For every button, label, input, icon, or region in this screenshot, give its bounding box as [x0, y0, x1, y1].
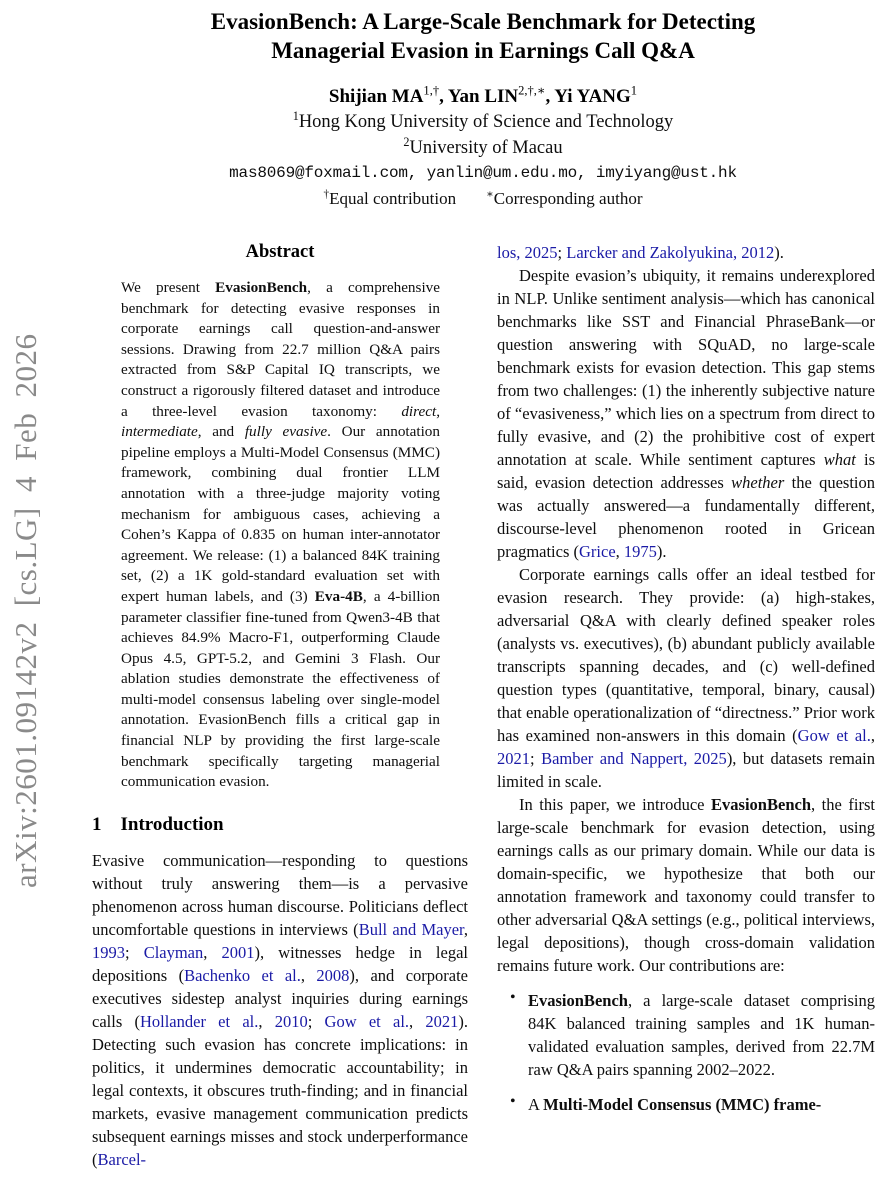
text-run: EvasionBench [528, 991, 628, 1010]
bullet-marker: • [510, 989, 516, 1006]
text-run: , [258, 1011, 275, 1031]
text-run: , and [197, 423, 245, 441]
contribution-bullet-1 [497, 989, 875, 1081]
text-run: , a 4-billion parameter classifier fine-tuned from Qwen3-4B that achieves 84.9% Macro-F1, outperforming Claude Opus 4.5, GPT-5.2, and Gemini 3 Flash. Our ablation studies demonstrate the effectiveness of multi-model consensus labeling over single-model annotation. EvasionBench fills a critical gap in financial NLP by providing the first large-scale benchmark specifically targeting managerial communication evasion. [121, 587, 440, 791]
text-run: Despite evasion’s ubiquity, it remains underexplored in NLP. Unlike sentiment analysis—which has canonical benchmarks like SST and Financial PhraseBank—or question answering with SQuAD, no large-scale benchmark exists for evasion detection. This gap stems from two challenges: (1) the inherently subjective nature of “evasiveness,” which lies on a spectrum from direct to fully evasive, and (2) the prohibitive cost of expert annotation at scale. While sentiment captures [497, 266, 875, 469]
text-run: Equal contribution [329, 189, 457, 208]
citation-link[interactable]: Bamber and Nappert, 2025 [541, 749, 727, 768]
text-run: Hong Kong University of Science and Technology [298, 112, 674, 132]
text-run: what [823, 450, 856, 469]
author-emails: mas8069@foxmail.com, yanlin@um.edu.mo, imyiyang@ust.hk [229, 164, 737, 182]
text-run: Shijian MA [328, 86, 424, 107]
text-run: Eva-4B [314, 587, 363, 605]
superscript: ∗ [486, 188, 494, 201]
section-number: 1 [92, 813, 102, 835]
citation-link[interactable]: Grice [579, 542, 616, 561]
right-paragraph-1 [497, 241, 875, 264]
text-run: , [439, 86, 448, 107]
citation-link[interactable]: 2010 [274, 1011, 308, 1031]
title-line-2: Managerial Evasion in Earnings Call Q&A [271, 38, 695, 63]
superscript: 2 [403, 134, 410, 149]
citation-link[interactable]: Barcel- [97, 1149, 147, 1169]
affiliation-1 [90, 108, 876, 134]
text-run: is said, evasion detection addresses [497, 450, 875, 492]
text-run: ), witnesses hedge in legal depositions ( [92, 942, 468, 985]
text-run: ; [307, 1011, 325, 1031]
text-run: , [870, 726, 875, 745]
text-run: the question was actually answered—a fundamentally different, discourse-level phenomenon rooted in Gricean pragmatics ( [497, 473, 875, 561]
section-title: Introduction [120, 813, 224, 835]
right-paragraph-3 [497, 563, 875, 793]
text-run: EvasionBench [215, 279, 308, 296]
text-run: ). [656, 542, 667, 561]
text-run: ), but datasets remain limited in scale. [497, 749, 875, 791]
text-run: , [300, 965, 317, 985]
text-run: A [528, 1095, 544, 1114]
section-heading-introduction [92, 814, 468, 836]
citation-link[interactable]: 2021 [425, 1011, 459, 1031]
contribution-bullet-2 [497, 1093, 875, 1116]
text-run: Corresponding author [493, 189, 643, 208]
citation-link[interactable]: Bull and Mayer [358, 919, 464, 939]
text-run: , a large-scale dataset comprising 84K balanced training samples and 1K human-validated evaluation samples, derived from 22.7M raw Q&A pairs spanning 2002–2022. [528, 991, 875, 1079]
abstract-text [121, 278, 440, 793]
text-run: whether [731, 473, 785, 492]
text-run: , [409, 1011, 426, 1031]
citation-link[interactable]: Hollander et al. [139, 1011, 259, 1031]
title-line-1: EvasionBench: A Large-Scale Benchmark for Detecting [210, 9, 756, 34]
left-column [92, 241, 468, 1198]
text-run: fully evasive [244, 423, 328, 441]
text-run: Yi YANG [554, 86, 631, 107]
contribution-notes [90, 189, 876, 209]
text-run: Corporate earnings calls offer an ideal testbed for evasion research. They provide: (a) high-stakes, adversarial Q&A with clearly defined speaker roles (analysts vs. executives), (b) abundant publicly available transcripts spanning decades, and (c) well-defined question types (quantitative, temporal, binary, causal) that enable operationalization of “directness.” Prior work has examined non-answers in this domain ( [497, 565, 875, 745]
superscript: 2,†,∗ [518, 83, 546, 98]
superscript: † [323, 188, 330, 201]
citation-link[interactable]: los, 2025 [497, 243, 558, 262]
citation-link[interactable]: Clayman [143, 942, 204, 962]
text-run: University of Macau [409, 138, 563, 158]
text-run: EvasionBench [711, 795, 811, 814]
text-run: ; [557, 243, 567, 262]
superscript: 1 [630, 83, 638, 98]
citation-link[interactable]: 2008 [316, 965, 350, 985]
text-run: Evasive communication—responding to questions without truly answering them—is a pervasive phenomenon across human discourse. Politicians deflect uncomfortable questions in interviews ( [92, 850, 468, 939]
text-run: intermediate [121, 423, 198, 441]
right-paragraph-2 [497, 264, 875, 563]
arxiv-watermark: arXiv:2601.09142v2 [cs.LG] 4 Feb 2026 [8, 333, 43, 888]
contribution-bullet-1-text [528, 989, 875, 1081]
citation-link[interactable]: 1993 [92, 942, 125, 962]
text-run: ; [125, 942, 144, 962]
text-run: ), and corporate executives sidestep analyst inquiries during earnings calls ( [92, 965, 468, 1031]
affiliation-2 [90, 134, 876, 160]
text-run: , a comprehensive benchmark for detecting evasive responses in corporate earnings call question-and-answer sessions. Drawing from 22.7 million Q&A pairs extracted from S&P Capital IQ transcripts, we construct a rigorously filtered dataset and introduce a three-level evasion taxonomy: [121, 279, 440, 420]
text-run: In this paper, we introduce [519, 795, 712, 814]
text-run: ). [774, 243, 784, 262]
text-run: ). Detecting such evasion has concrete implications: in politics, it undermines democratic accountability; in legal contexts, it obscures truth-finding; and in financial markets, evasive management communication predicts subsequent earnings misses and stock underperformance ( [92, 1011, 468, 1169]
citation-link[interactable]: Larcker and Zakolyukina, 2012 [566, 243, 775, 262]
citation-link[interactable]: Gow et al. [324, 1011, 410, 1031]
contribution-bullet-2-text [528, 1093, 875, 1116]
bullet-marker: • [510, 1093, 516, 1110]
right-column [497, 241, 875, 1198]
superscript: 1,† [423, 83, 440, 98]
text-run: , [615, 542, 624, 561]
text-run: , [203, 942, 222, 962]
text-run: We present [121, 279, 216, 296]
text-run: ; [530, 749, 542, 768]
text-run: , [436, 402, 440, 420]
text-run: direct [401, 402, 437, 420]
paper-title [90, 7, 876, 65]
citation-link[interactable]: Gow et al. [797, 726, 871, 745]
right-paragraph-4 [497, 793, 875, 977]
paper-header [90, 7, 876, 209]
abstract-heading: Abstract [245, 242, 315, 262]
intro-paragraph-1 [92, 849, 468, 1171]
text-run: , the first large-scale benchmark for evasion detection, using earnings calls as our primary domain. While our data is domain-specific, we hypothesize that both our annotation framework and taxonomy could transfer to other adversarial Q&A settings (e.g., political interviews, legal depositions), though cross-domain validation remains future work. Our contributions are: [497, 795, 875, 975]
text-run: . Our annotation pipeline employs a Multi-Model Consensus (MMC) framework, combining dual frontier LLM annotation with a three-judge majority voting mechanism for ambiguous cases, achieving a Cohen’s Kappa of 0.835 on human inter-annotator agreement. We release: (1) a balanced 84K training set, (2) a 1K gold-standard evaluation set with expert human labels, and (3) [121, 423, 440, 605]
citation-link[interactable]: Bachenko et al. [184, 965, 301, 985]
text-run: , [463, 919, 468, 939]
citation-link[interactable]: 2021 [497, 749, 530, 768]
citation-link[interactable]: 1975 [623, 542, 657, 561]
text-run: , [545, 86, 555, 107]
author-line [90, 83, 876, 108]
text-run: Multi-Model Consensus (MMC) frame- [543, 1095, 822, 1114]
text-run: Yan LIN [447, 86, 519, 107]
superscript: 1 [292, 108, 299, 123]
citation-link[interactable]: 2001 [221, 942, 255, 962]
